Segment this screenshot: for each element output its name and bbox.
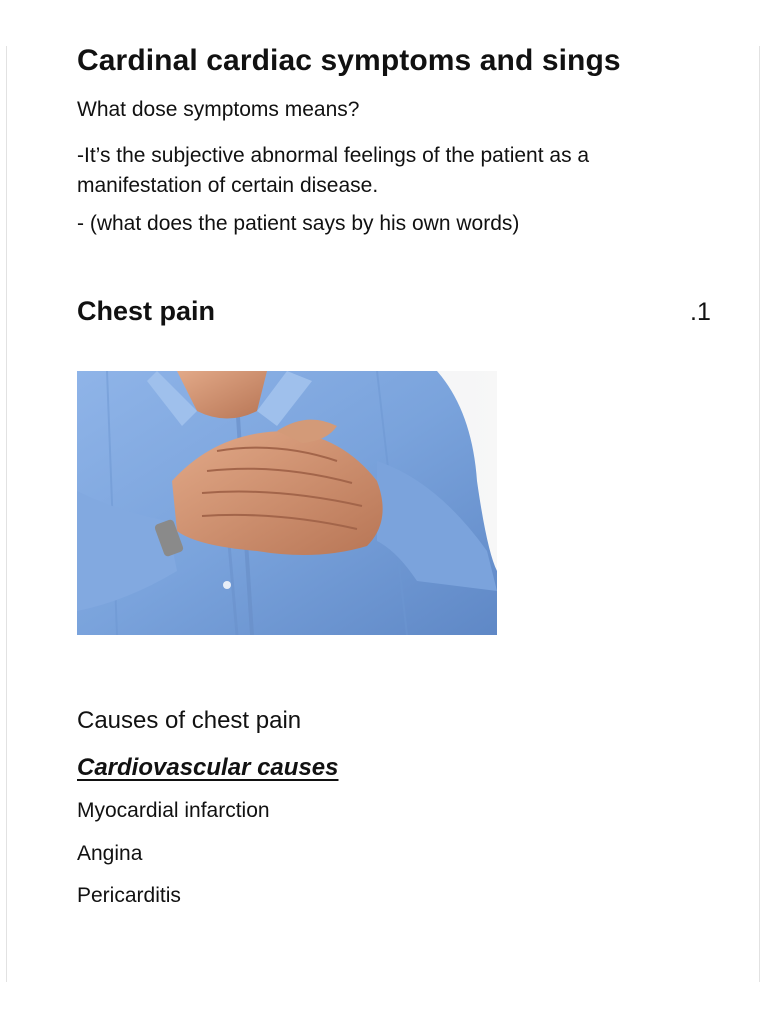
note-text: - (what does the patient says by his own words) (77, 212, 520, 235)
question-text: What dose symptoms means? (77, 98, 360, 121)
definition-text: -It’s the subjective abnormal feelings of the patient as a manifestation of certain disease. (77, 144, 590, 197)
chest-pain-photo (77, 371, 497, 635)
section-number: .1 (690, 298, 711, 326)
cause-item-myocardial-infarction: Myocardial infarction (77, 799, 270, 822)
section-title: Chest pain (77, 296, 216, 326)
cause-item-pericarditis: Pericarditis (77, 884, 181, 907)
page-bottom-margin (0, 982, 768, 1024)
causes-heading: Causes of chest pain (77, 707, 302, 734)
cause-item-angina: Angina (77, 842, 143, 865)
page-title: Cardinal cardiac symptoms and sings (77, 44, 621, 77)
cardiovascular-causes-heading: Cardiovascular causes (77, 754, 339, 781)
